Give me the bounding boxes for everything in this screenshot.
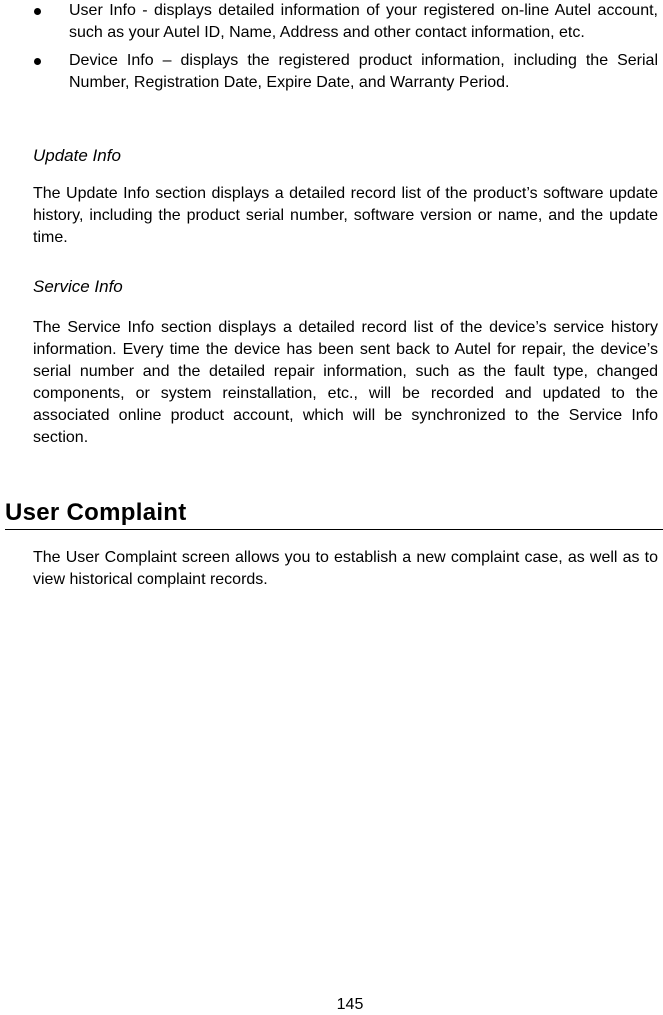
user-complaint-heading: User Complaint (5, 497, 663, 530)
page-number: 145 (336, 996, 364, 1013)
bullet-item-user-info (0, 0, 663, 44)
bullet-item-device-info (0, 50, 663, 94)
bullet-list (0, 0, 663, 94)
service-info-heading: Service Info (33, 277, 123, 296)
bullet-dot-icon (34, 58, 41, 65)
service-info-paragraph: The Service Info section displays a detailed record list of the device’s service history information. Every time the device has been sent back to Autel for repair, the device’s serial number and the detailed repair information, such as the fault type, changed components, or system reinstallation, etc., will be recorded and updated to the associated online product account, which will be synchronized to the Service Info section. (33, 319, 658, 446)
bullet-dot-icon (34, 8, 41, 15)
user-complaint-paragraph: The User Complaint screen allows you to establish a new complaint case, as well as to view historical complaint records. (33, 549, 658, 588)
update-info-heading: Update Info (33, 146, 121, 165)
bullet-text: User Info - displays detailed information of your registered on-line Autel account, such as your Autel ID, Name, Address and other contact information, etc. (69, 2, 658, 41)
bullet-text: Device Info – displays the registered product information, including the Serial Number, Registration Date, Expire Date, and Warranty Period. (69, 52, 658, 91)
update-info-paragraph: The Update Info section displays a detailed record list of the product’s software update history, including the product serial number, software version or name, and the update time. (33, 185, 658, 246)
